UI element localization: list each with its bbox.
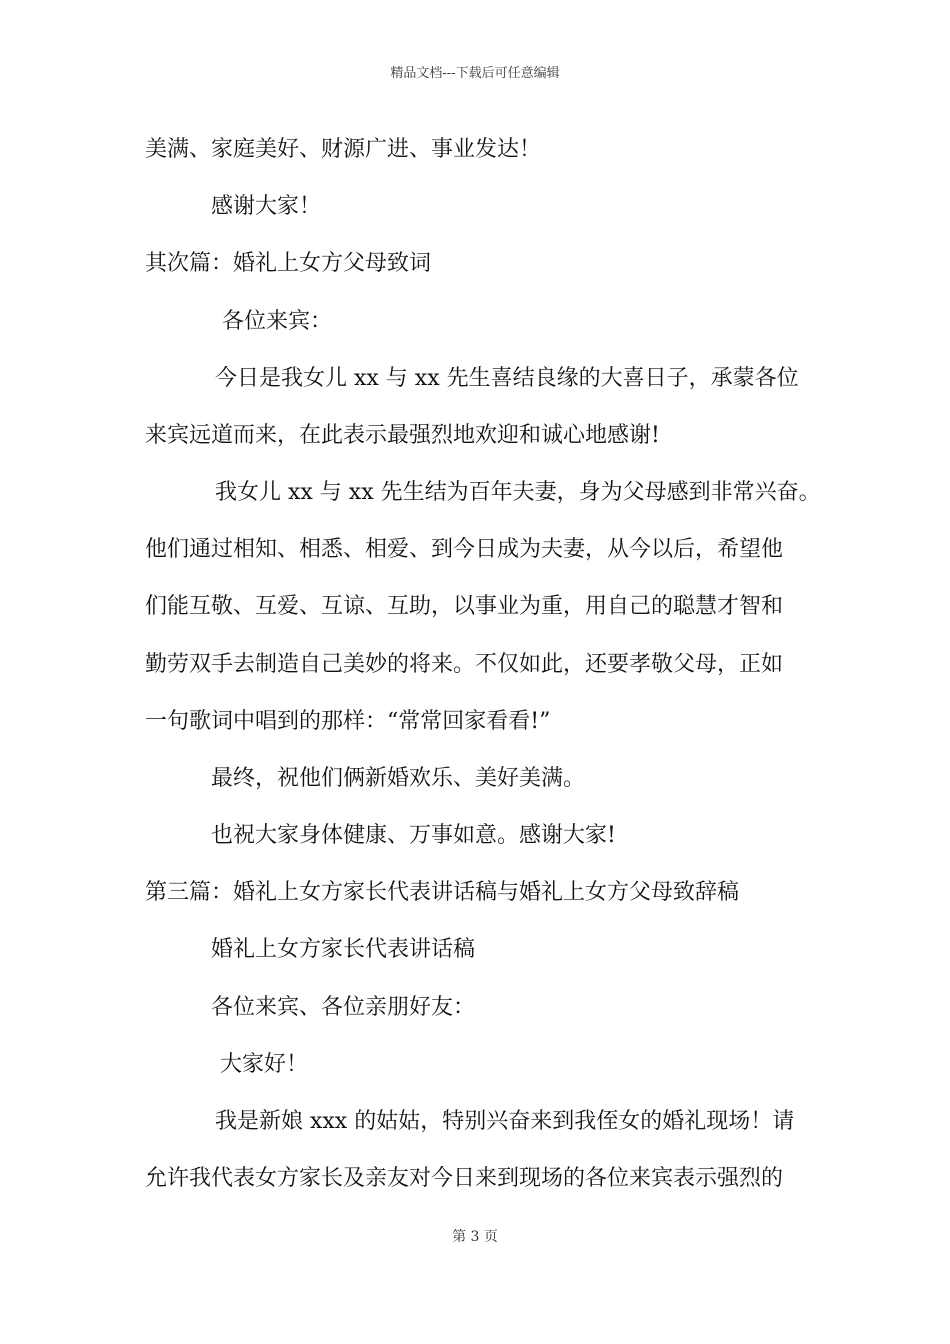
text-line: 也祝大家身体健康、万事如意。感谢大家! xyxy=(211,823,616,848)
text-line: 们能互敬、互爱、互谅、互助，以事业为重，用自己的聪慧才智和 xyxy=(145,594,784,619)
section-heading: 第三篇：婚礼上女方家长代表讲话稿与婚礼上女方父母致辞稿 xyxy=(145,880,740,905)
page-number: 第 3 页 xyxy=(452,1229,498,1245)
text-line: 各位来宾： xyxy=(222,309,333,334)
page-header: 精品文档---下载后可任意编辑 xyxy=(390,66,560,81)
text-line: 感谢大家！ xyxy=(211,194,322,219)
text-line: 我女儿 xx 与 xx 先生结为百年夫妻，身为父母感到非常兴奋。 xyxy=(215,480,821,505)
text-line: 最终，祝他们俩新婚欢乐、美好美满。 xyxy=(211,766,586,791)
text-line: 勤劳双手去制造自己美妙的将来。不仅如此，还要孝敬父母，正如 xyxy=(145,652,784,677)
text-line: 他们通过相知、相悉、相爱、到今日成为夫妻，从今以后，希望他 xyxy=(145,537,784,562)
text-line: 一句歌词中唱到的那样：“常常回家看看!” xyxy=(145,709,551,734)
text-line: 允许我代表女方家长及亲友对今日来到现场的各位来宾表示强烈的 xyxy=(145,1166,784,1191)
text-line: 婚礼上女方家长代表讲话稿 xyxy=(211,937,476,962)
text-line: 我是新娘 xxx 的姑姑，特别兴奋来到我侄女的婚礼现场！请 xyxy=(215,1109,795,1134)
text-line: 各位来宾、各位亲朋好友： xyxy=(211,995,476,1020)
section-heading: 其次篇：婚礼上女方父母致词 xyxy=(145,251,432,276)
text-line: 美满、家庭美好、财源广进、事业发达！ xyxy=(145,137,542,162)
text-line: 大家好！ xyxy=(220,1052,309,1077)
text-line: 来宾远道而来，在此表示最强烈地欢迎和诚心地感谢! xyxy=(145,423,660,448)
text-line: 今日是我女儿 xx 与 xx 先生喜结良缘的大喜日子，承蒙各位 xyxy=(215,366,799,391)
